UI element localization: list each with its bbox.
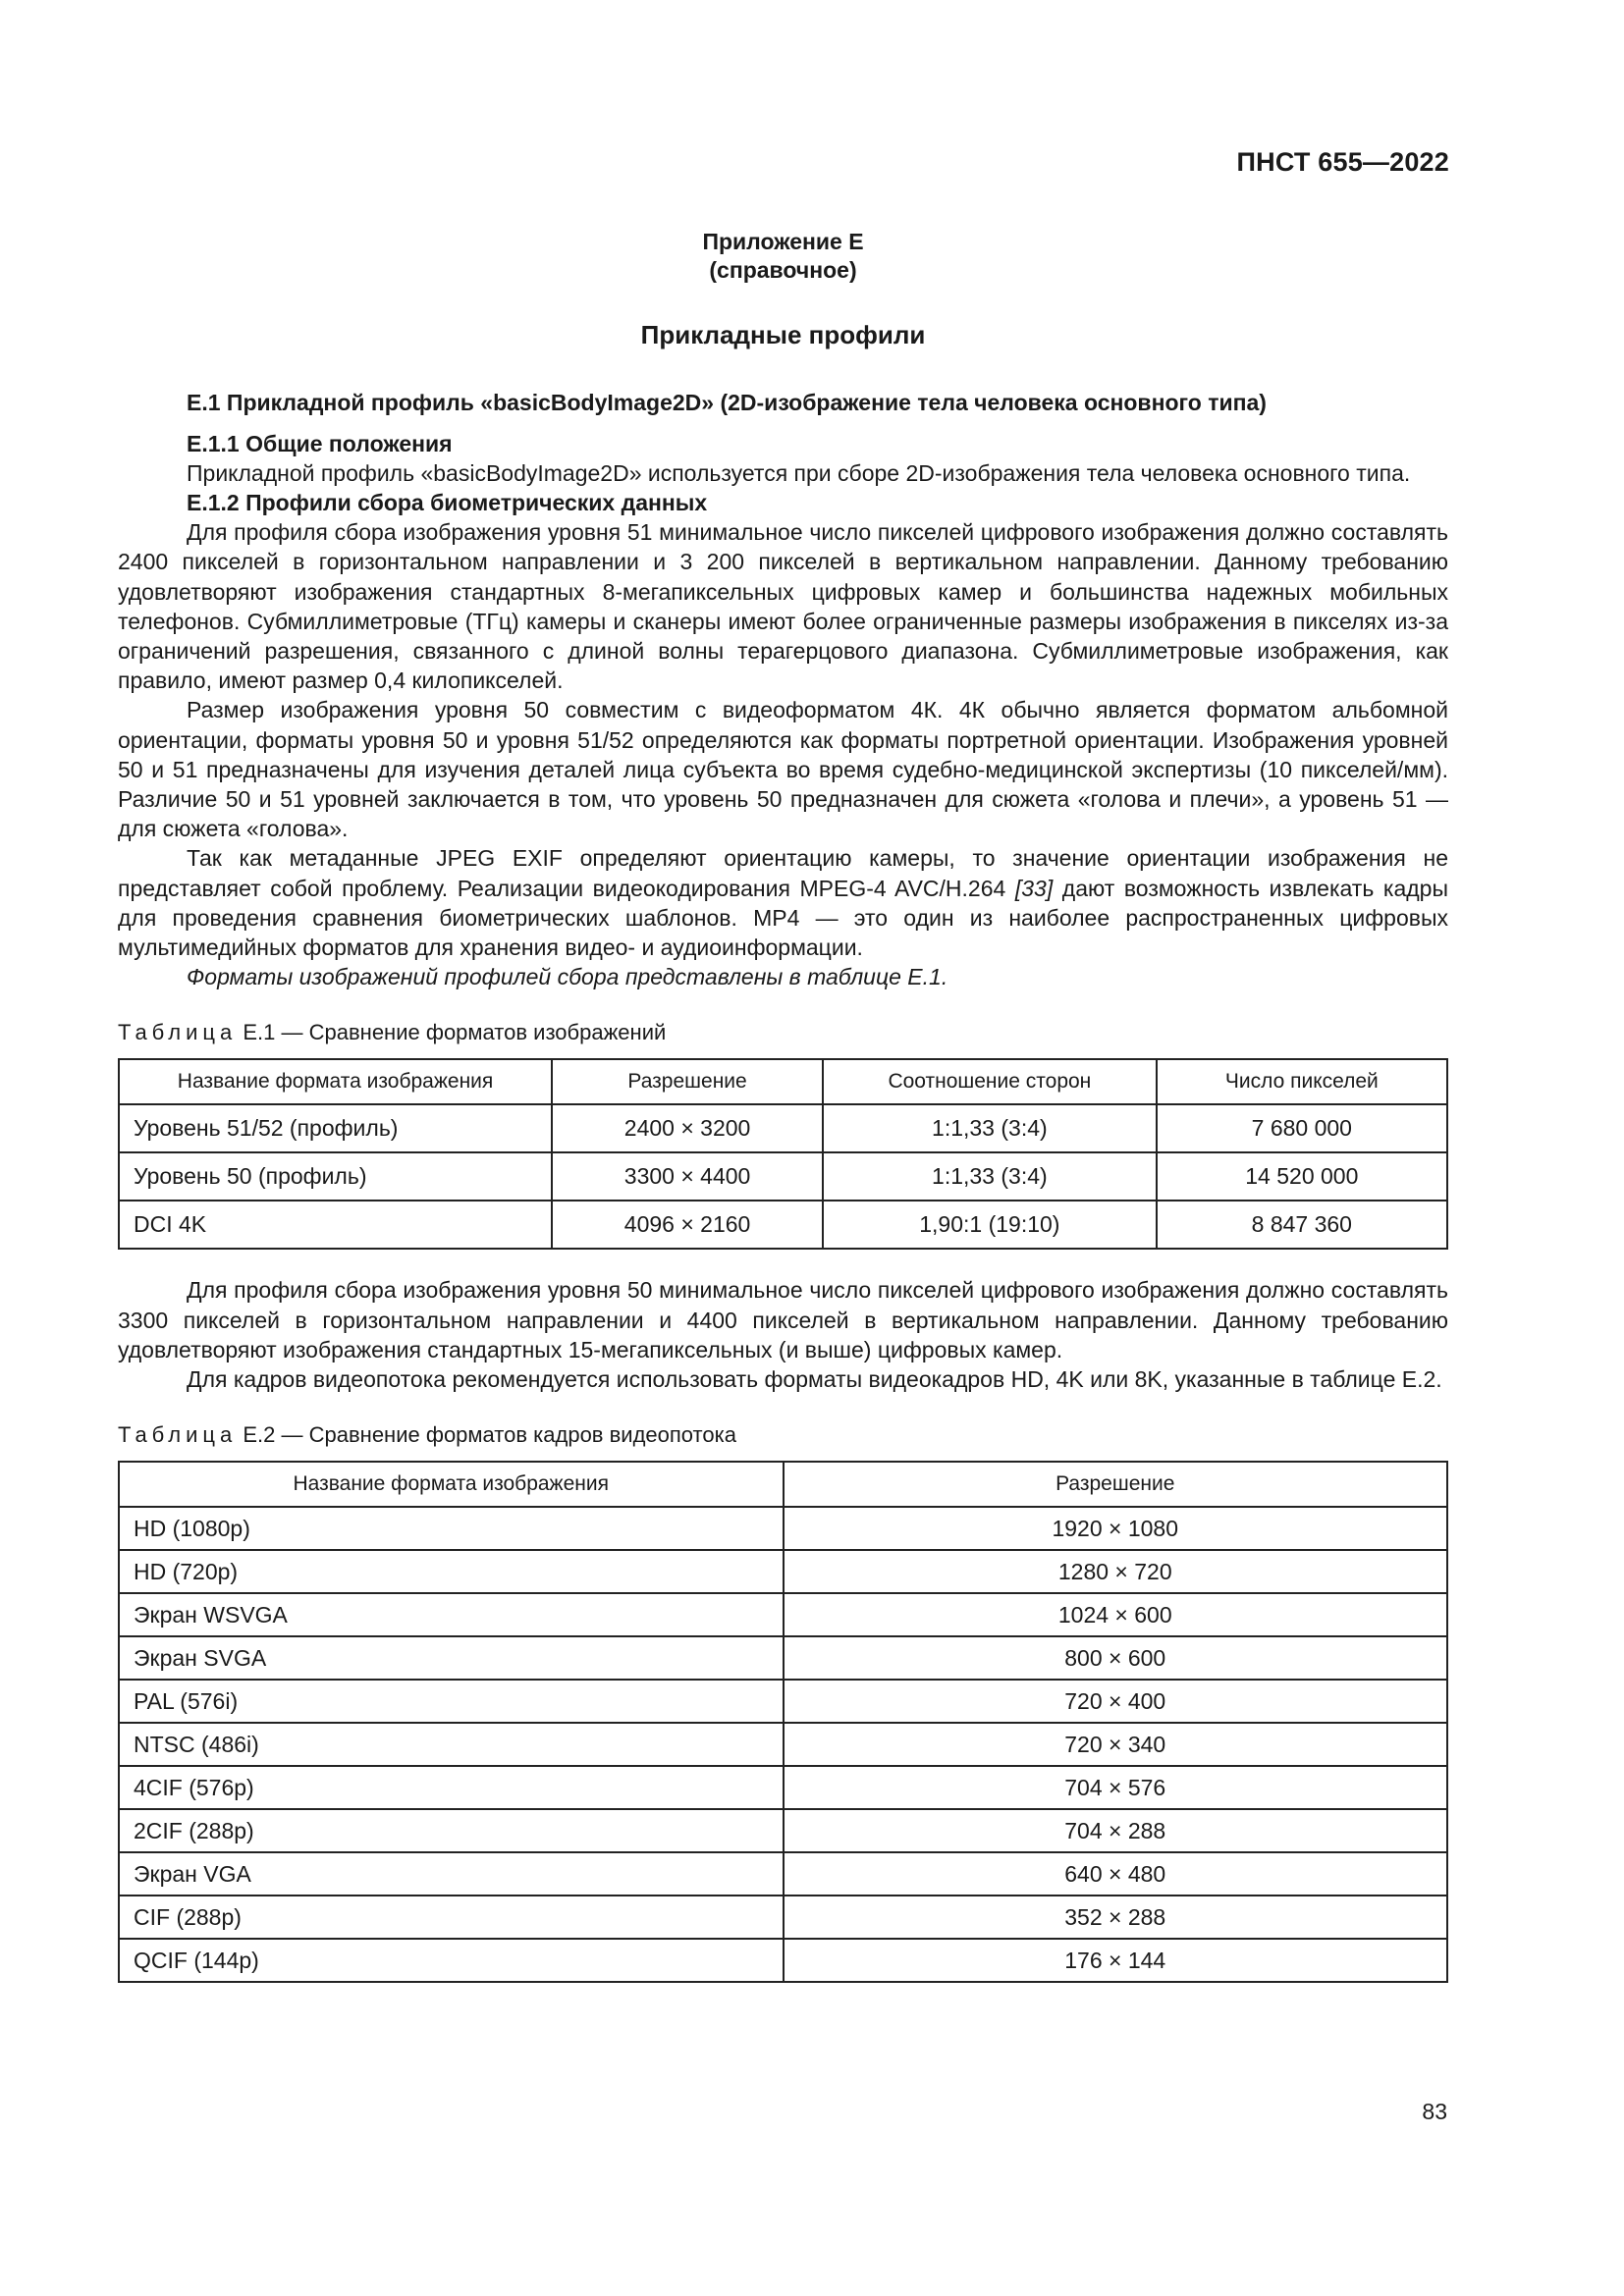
table-1-header-row [119,1059,1447,1104]
table-1-header-resolution: Разрешение [552,1059,823,1104]
table-cell: 1280 × 720 [784,1550,1448,1593]
paragraph-3-part-a: Так как метаданные JPEG EXIF определяют ориентацию камеры, то значение ориентации изображения не представляет собой проблему. Реализации видеокодирования MPEG-4 AVC/H.264 [118,845,1448,901]
table-row [119,1507,1447,1550]
table-cell: 704 × 576 [784,1766,1448,1809]
section-e1-2-paragraph-4: Форматы изображений профилей сбора представлены в таблице Е.1. [187,964,948,990]
section-e1-1-title: Е.1.1 Общие положения [187,431,453,456]
table-cell: 14 520 000 [1157,1152,1447,1201]
table-cell: 1920 × 1080 [784,1507,1448,1550]
table-2-header-row [119,1462,1447,1507]
table-cell: 3300 × 4400 [552,1152,823,1201]
table-cell: 704 × 288 [784,1809,1448,1852]
table-row [119,1896,1447,1939]
table-cell: Уровень 50 (профиль) [119,1152,552,1201]
table-cell: 2CIF (288p) [119,1809,784,1852]
table-cell: 720 × 400 [784,1680,1448,1723]
table-cell: 4CIF (576p) [119,1766,784,1809]
annex-title: Приложение Е [702,229,864,254]
table-cell: 4096 × 2160 [552,1201,823,1249]
annex-subtitle: (справочное) [709,257,857,283]
table-cell: Экран WSVGA [119,1593,784,1636]
section-e1-2-paragraph-1: Для профиля сбора изображения уровня 51 минимальное число пикселей цифрового изображения должно составлять 2400 пикселей в горизонтальном направлении и 3 200 пикселей в вертикальном направлении. Данному требованию удовлетворяют изображения стандартных 8-мегапиксельных цифровых камер и большинства надежных мобильных телефонов. Субмиллиметровые (ТГц) камеры и сканеры имеют более ограниченные размеры изображения в пикселях из-за ограничений разрешения, связанного с длиной волны терагерцового диапазона. Субмиллиметровые изображения, как правило, имеют размер 0,4 килопикселей. [118,519,1448,694]
table-cell: 1:1,33 (3:4) [823,1104,1157,1152]
table-cell: PAL (576i) [119,1680,784,1723]
table-1 [118,1058,1448,1250]
table-row [119,1766,1447,1809]
table-2-caption [118,1421,1448,1449]
after-table-1-paragraph-2: Для кадров видеопотока рекомендуется использовать форматы видеокадров HD, 4K или 8K, указанные в таблице Е.2. [187,1366,1442,1393]
table-row [119,1593,1447,1636]
table-row [119,1636,1447,1680]
table-cell: 2400 × 3200 [552,1104,823,1152]
table-row [119,1852,1447,1896]
table-cell: 640 × 480 [784,1852,1448,1896]
section-e1-2-paragraph-2: Размер изображения уровня 50 совместим с видеоформатом 4К. 4К обычно является форматом альбомной ориентации, форматы уровня 50 и уровня 51/52 определяются как форматы портретной ориентации. Изображения уровней 50 и 51 предназначены для изучения деталей лица субъекта во время судебно-медицинской экспертизы (10 пикселей/мм). Различие 50 и 51 уровней заключается в том, что уровень 50 предназначен для сюжета «голова и плечи», а уровень 51 — для сюжета «голова». [118,697,1448,842]
after-table-1-paragraph-1: Для профиля сбора изображения уровня 50 минимальное число пикселей цифрового изображения должно составлять 3300 пикселей в горизонтальном направлении и 4400 пикселей в вертикальном направлении. Данному требованию удовлетворяют изображения стандартных 15-мегапиксельных (и выше) цифровых камер. [118,1277,1448,1362]
table-cell: HD (720p) [119,1550,784,1593]
table-row [119,1201,1447,1249]
table-row [119,1680,1447,1723]
table-cell: Экран SVGA [119,1636,784,1680]
table-cell: 1:1,33 (3:4) [823,1152,1157,1201]
table-1-header-name: Название формата изображения [119,1059,552,1104]
table-2 [118,1461,1448,1983]
table-2-header-name: Название формата изображения [119,1462,784,1507]
table-cell: 1024 × 600 [784,1593,1448,1636]
section-e1-1-paragraph: Прикладной профиль «basicBodyImage2D» используется при сборе 2D-изображения тела человека основного типа. [187,460,1411,486]
table-row [119,1550,1447,1593]
bibliography-reference: [33] [1014,875,1054,901]
table-cell: CIF (288p) [119,1896,784,1939]
page-content [118,228,1448,1983]
table-cell: Экран VGA [119,1852,784,1896]
table-cell: HD (1080p) [119,1507,784,1550]
table-2-caption-text: Е.2 — Сравнение форматов кадров видеопотока [237,1422,736,1448]
table-cell: 7 680 000 [1157,1104,1447,1152]
page-number: 83 [1422,2099,1447,2124]
annex-heading: Прикладные профили [640,320,926,349]
table-1-caption-text: Е.1 — Сравнение форматов изображений [237,1020,667,1045]
table-1-caption-word: Таблица [118,1020,238,1045]
table-cell: NTSC (486i) [119,1723,784,1766]
table-cell: QCIF (144p) [119,1939,784,1982]
document-code: ПНСТ 655—2022 [1236,147,1449,177]
section-e1-2-paragraph-3 [118,843,1448,962]
table-cell: 176 × 144 [784,1939,1448,1982]
table-cell: 1,90:1 (19:10) [823,1201,1157,1249]
table-row [119,1939,1447,1982]
table-row [119,1723,1447,1766]
table-row [119,1809,1447,1852]
table-cell: 8 847 360 [1157,1201,1447,1249]
table-2-header-resolution: Разрешение [784,1462,1448,1507]
table-2-caption-word: Таблица [118,1422,238,1448]
after-table-1 [118,1275,1448,1394]
table-1-header-pixels: Число пикселей [1157,1059,1447,1104]
table-cell: DCI 4K [119,1201,552,1249]
table-cell: 800 × 600 [784,1636,1448,1680]
table-row [119,1104,1447,1152]
table-row [119,1152,1447,1201]
section-e1-2-title: Е.1.2 Профили сбора биометрических данных [187,490,708,516]
table-cell: Уровень 51/52 (профиль) [119,1104,552,1152]
table-1-caption [118,1019,1448,1046]
table-cell: 352 × 288 [784,1896,1448,1939]
paragraph-3-part-b: дают возможность извлекать кадры для проведения сравнения биометрических шаблонов. MP4 — это один из наиболее распространенных цифровых мультимедийных форматов для хранения видео- и аудиоинформации. [118,875,1448,961]
section-e1-title: Е.1 Прикладной профиль «basicBodyImage2D» (2D-изображение тела человека основного типа) [187,390,1267,415]
table-1-header-aspect: Соотношение сторон [823,1059,1157,1104]
table-cell: 720 × 340 [784,1723,1448,1766]
